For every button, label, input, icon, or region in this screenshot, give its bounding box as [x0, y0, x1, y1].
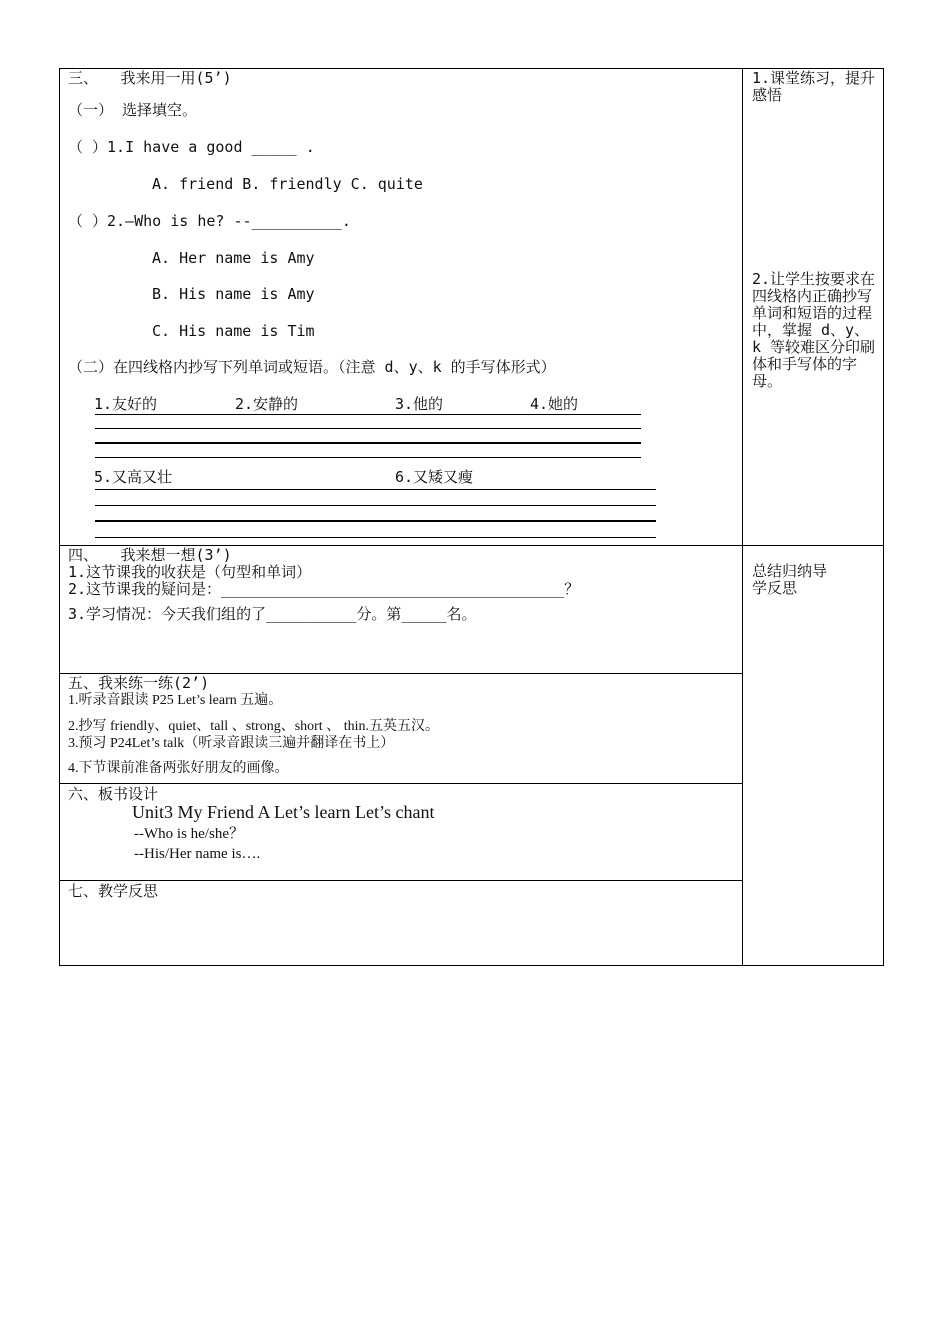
board-design-line-2: --His/Her name is….	[134, 846, 261, 862]
sidebar-note-1: 1.课堂练习，提升感悟	[752, 69, 876, 104]
four-line-grid-1-line-1	[95, 414, 641, 415]
row-divider-6-7	[59, 880, 743, 881]
word-label-3: 3.他的	[395, 395, 444, 413]
section5-line-3: 3.预习 P24Let’s talk（听录音跟读三遍并翻译在书上）	[68, 736, 395, 751]
section4-heading: 四、 我来想一想(3’)	[68, 546, 232, 564]
four-line-grid-2-line-3	[95, 520, 656, 522]
section3-sub1: （一） 选择填空。	[68, 101, 198, 119]
question-2-option-c: C. His name is Tim	[152, 322, 315, 340]
sidebar-note-2: 2.让学生按要求在四线格内正确抄写单词和短语的过程中，掌握 d、y、k 等较难区分印刷体和手写体的字母。	[752, 270, 876, 390]
four-line-grid-2-line-2	[95, 505, 656, 506]
table-border-left	[59, 68, 60, 966]
four-line-grid-1-line-4	[95, 457, 641, 458]
four-line-grid-2-line-4	[95, 537, 656, 538]
section7-heading: 七、教学反思	[68, 882, 159, 900]
four-line-grid-1-line-3	[95, 442, 641, 444]
question-2-option-b: B. His name is Amy	[152, 285, 315, 303]
word-label-6: 6.又矮又瘦	[395, 468, 474, 486]
section4-line-2: 2.这节课我的疑问是：______________________________________？	[68, 580, 580, 598]
section5-line-4: 4.下节课前准备两张好朋友的画像。	[68, 761, 289, 776]
four-line-grid-1-line-2	[95, 428, 641, 429]
board-design-title: Unit3 My Friend A Let’s learn Let’s chant	[132, 802, 435, 822]
word-label-1: 1.友好的	[94, 395, 158, 413]
four-line-grid-2-line-1	[95, 489, 656, 490]
table-column-divider	[742, 68, 743, 966]
section5-heading: 五、我来练一练(2’)	[68, 674, 210, 692]
section4-line-1: 1.这节课我的收获是（句型和单词）	[68, 563, 312, 581]
section5-line-1: 1.听录音跟读 P25 Let’s learn 五遍。	[68, 693, 283, 708]
question-1: （ ）1.I have a good _____ .	[68, 138, 315, 156]
question-2: （ ）2.—Who is he? --__________.	[68, 212, 351, 230]
section5-line-2: 2.抄写 friendly、quiet、tall 、strong、short 、 thin.五英五汉。	[68, 719, 439, 734]
section3-heading: 三、 我来用一用(5’)	[68, 69, 232, 87]
table-border-bottom	[59, 965, 884, 966]
section3-sub2: （二）在四线格内抄写下列单词或短语。（注意 d、y、k 的手写体形式）	[68, 358, 556, 376]
word-label-5: 5.又高又壮	[94, 468, 173, 486]
question-2-option-a: A. Her name is Amy	[152, 249, 315, 267]
sidebar-note-3: 总结归纳导学反思	[752, 562, 828, 597]
table-border-right	[883, 68, 884, 966]
word-label-4: 4.她的	[530, 395, 579, 413]
question-1-options: A. friend B. friendly C. quite	[152, 175, 423, 193]
section6-heading: 六、板书设计	[68, 785, 159, 803]
row-divider-5-6	[59, 783, 743, 784]
section4-line-3: 3.学习情况：今天我们组的了__________分。第_____名。	[68, 605, 477, 623]
board-design-line-1: --Who is he/she？	[134, 826, 244, 842]
word-label-2: 2.安静的	[235, 395, 299, 413]
